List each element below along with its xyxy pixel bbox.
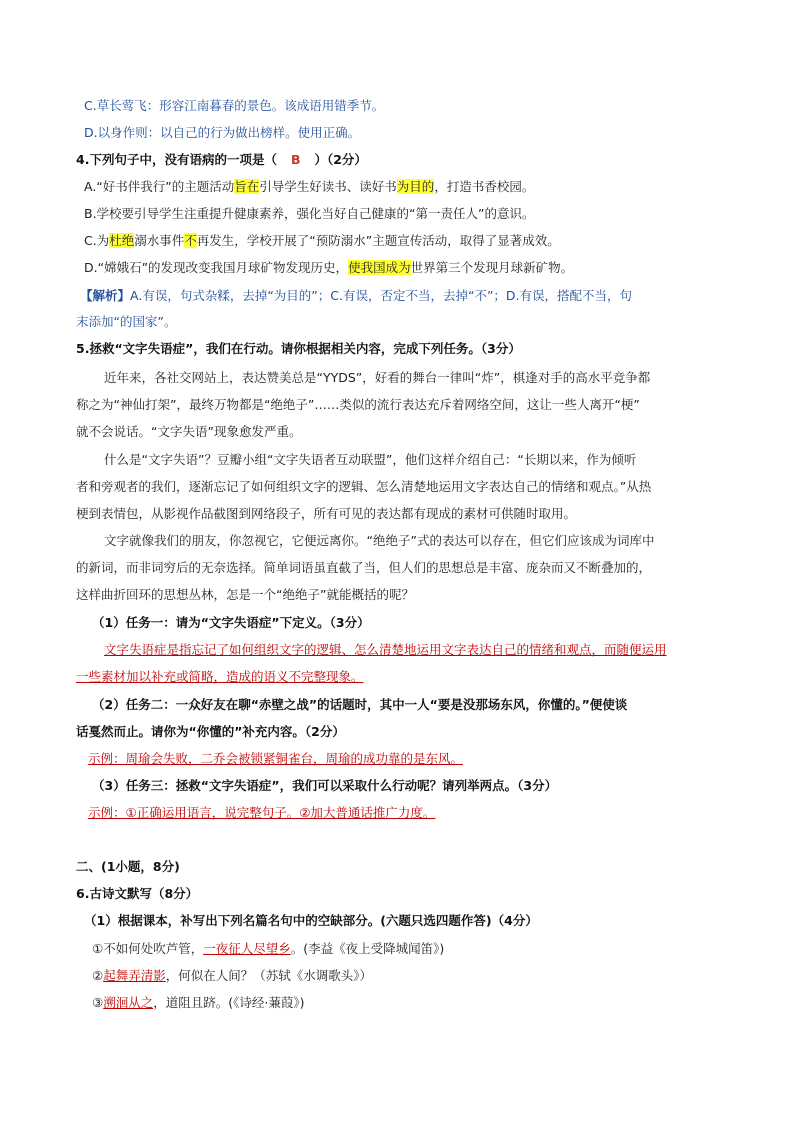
q5-stem: 5.拯救“文字失语症”，我们在行动。请你根据相关内容，完成下列任务。（3分） [76, 341, 521, 356]
q5-p1-line1: 近年来，各社交网站上，表达赞美总是“YYDS”，好看的舞台一律叫“炸”，棋逢对手的高水平竞争都 [104, 370, 651, 385]
q6-line3: ③溯洄从之，道阻且跻。(《诗经·蒹葭》) [92, 995, 305, 1010]
q5-p2-line2: 者和旁观者的我们，逐渐忘记了如何组织文字的逻辑、怎么清楚地运用文字表达自己的情绪和观点。”从热 [76, 479, 652, 494]
q5-task1-answer-line2: 一些素材加以补充或简略，造成的语义不完整现象。 [76, 669, 364, 684]
q5-task1: （1）任务一：请为“文字失语症”下定义。（3分） [92, 615, 370, 630]
q5-p3-line2: 的新词，而非词穷后的无奈选择。简单词语虽直截了当，但人们的思想总是丰富、庞杂而又不断叠加的， [76, 560, 652, 575]
q5-p1-line3: 就不会说话。“文字失语”现象愈发严重。 [76, 424, 302, 439]
q6-line2: ②起舞弄清影，何似在人间？（苏轼《水调歌头》） [92, 968, 372, 983]
option-d-prev: D.以身作则：以自己的行为做出榜样。使用正确。 [84, 125, 361, 140]
q6-sub1: （1）根据课本，补写出下列名篇名句中的空缺部分。(六题只选四题作答)（4分） [84, 913, 538, 928]
q5-task2-answer: 示例：周瑜会失败，二乔会被锁紧铜雀台，周瑜的成功靠的是东风。 [88, 751, 464, 766]
q4-analysis-cont: 末添加“的国家”。 [76, 314, 177, 329]
q5-task3-answer: 示例：①正确运用语言，说完整句子。②加大普通话推广力度。 [88, 805, 436, 820]
q5-p1-line2: 称之为“神仙打架”，最终万物都是“绝绝子”……类似的流行表达充斥着网络空间，这让一些人离开“梗” [76, 397, 640, 412]
q5-p2-line1: 什么是“文字失语”？豆瓣小组“文字失语者互动联盟”，他们这样介绍自己：“长期以来，作为倾听 [104, 452, 637, 467]
q5-p3-line3: 这样曲折回环的思想丛林，怎是一个“绝绝子”就能概括的呢？ [76, 587, 414, 602]
q5-task2: （2）任务二：一众好友在聊“赤壁之战”的话题时，其中一人“要是没那场东风，你懂的。”便使谈 [92, 697, 628, 712]
q4-option-a: A.“好书伴我行”的主题活动旨在引导学生好读书、读好书为目的，打造书香校园。 [84, 179, 535, 194]
section2-heading: 二、(1小题，8分) [76, 859, 180, 874]
q4-option-b: B.学校要引导学生注重提升健康素养，强化当好自己健康的“第一责任人”的意识。 [84, 206, 535, 221]
q4-analysis: 【解析】A.有误，句式杂糅，去掉“为目的”；C.有误，否定不当，去掉“不”；D.有误，搭配不当，句 [80, 288, 633, 303]
q4-option-d: D.“嫦娥石”的发现改变我国月球矿物发现历史，使我国成为世界第三个发现月球新矿物。 [84, 260, 574, 275]
q6-title: 6.古诗文默写（8分） [76, 886, 199, 901]
q5-task2-cont: 话戛然而止。请你为“你懂的”补充内容。（2分） [76, 724, 345, 739]
q5-p3-line1: 文字就像我们的朋友，你忽视它，它便远离你。“绝绝子”式的表达可以存在，但它们应该成为词库中 [104, 533, 655, 548]
q4-answer: B [290, 152, 301, 167]
q4-option-c: C.为杜绝溺水事件不再发生，学校开展了“预防溺水”主题宣传活动，取得了显著成效。 [84, 233, 560, 248]
q6-line1: ①不如何处吹芦管，一夜征人尽望乡。(李益《夜上受降城闻笛》) [92, 941, 445, 956]
q5-task3: （3）任务三：拯救“文字失语症”，我们可以采取什么行动呢？请列举两点。（3分） [92, 778, 558, 793]
q4-stem: 4.下列句子中，没有语病的一项是（ B ）（2分） [76, 152, 367, 167]
q5-task1-answer-line1: 文字失语症是指忘记了如何组织文字的逻辑、怎么清楚地运用文字表达自己的情绪和观点，而随便运用 [104, 642, 667, 657]
option-c-prev: C.草长莺飞：形容江南暮春的景色。该成语用错季节。 [84, 98, 385, 113]
q5-p2-line3: 梗到表情包，从影视作品截图到网络段子，所有可见的表达都有现成的素材可供随时取用。 [76, 506, 577, 521]
